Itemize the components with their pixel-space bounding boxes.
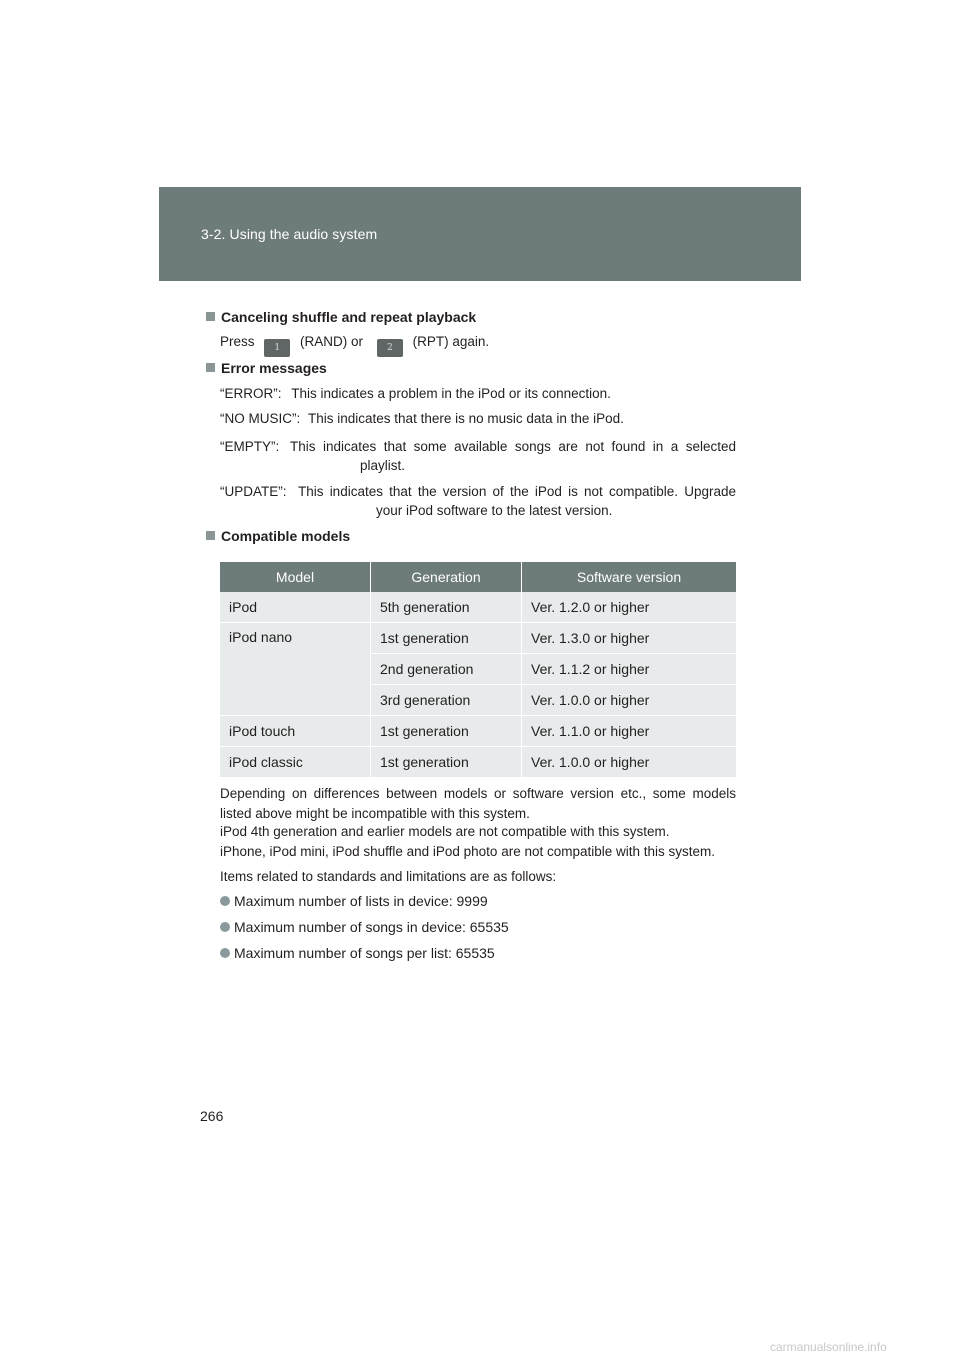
version-cell: Ver. 1.0.0 or higher: [522, 747, 737, 778]
square-bullet-icon: [206, 363, 215, 372]
bullet-dot-icon: [220, 948, 230, 958]
model-cell: iPod nano: [220, 623, 371, 716]
rpt-button-icon: 2: [377, 339, 403, 357]
version-cell: Ver. 1.0.0 or higher: [522, 685, 737, 716]
bullet-dot-icon: [220, 896, 230, 906]
version-cell: Ver. 1.1.2 or higher: [522, 654, 737, 685]
version-cell: Ver. 1.2.0 or higher: [522, 592, 737, 623]
table-row: [220, 716, 736, 747]
limit-item: Maximum number of songs in device: 65535: [220, 919, 509, 935]
generation-cell: 3rd generation: [371, 685, 522, 716]
generation-cell: 1st generation: [371, 747, 522, 778]
limit-item: Maximum number of songs per list: 65535: [220, 945, 495, 961]
model-cell: iPod: [220, 592, 371, 623]
page-number: 266: [200, 1108, 224, 1124]
compat-note-paragraph: Depending on differences between models or software version etc., some models listed above might be incompatible with this system.: [220, 786, 736, 821]
section-header-bar: [159, 187, 801, 281]
table-header-row: [220, 562, 736, 592]
section-title: 3-2. Using the audio system: [201, 226, 378, 242]
generation-cell: 5th generation: [371, 592, 522, 623]
generation-cell: 1st generation: [371, 623, 522, 654]
error-item: “EMPTY”: This indicates that some available songs are not found in a selected playlist.: [220, 439, 736, 473]
column-header-version: Software version: [522, 562, 737, 592]
column-header-generation: Generation: [371, 562, 522, 592]
error-item: “UPDATE”: This indicates that the version of the iPod is not compatible. Upgrade your iPod software to the latest version.: [220, 484, 736, 518]
models-heading: Compatible models: [206, 528, 350, 544]
column-header-model: Model: [220, 562, 371, 592]
square-bullet-icon: [206, 312, 215, 321]
square-bullet-icon: [206, 531, 215, 540]
limit-item: Maximum number of lists in device: 9999: [220, 893, 488, 909]
generation-cell: 1st generation: [371, 716, 522, 747]
error-item: “NO MUSIC”: This indicates that there is no music data in the iPod.: [220, 411, 624, 426]
errors-heading: Error messages: [206, 360, 327, 376]
compat-note-paragraph: iPod 4th generation and earlier models are not compatible with this system.: [220, 824, 670, 839]
compatible-models-table: [220, 562, 736, 778]
limits-intro: Items related to standards and limitations are as follows:: [220, 869, 557, 884]
version-cell: Ver. 1.3.0 or higher: [522, 623, 737, 654]
model-cell: iPod classic: [220, 747, 371, 778]
rand-button-icon: 1: [264, 339, 290, 357]
cancel-heading: Canceling shuffle and repeat playback: [206, 309, 476, 325]
cancel-instruction: Press 1 (RAND) or 2 (RPT) again.: [220, 334, 489, 357]
generation-cell: 2nd generation: [371, 654, 522, 685]
bullet-dot-icon: [220, 922, 230, 932]
version-cell: Ver. 1.1.0 or higher: [522, 716, 737, 747]
watermark: carmanualsonline.info: [770, 1340, 887, 1354]
table-row: [220, 747, 736, 778]
model-cell: iPod touch: [220, 716, 371, 747]
table-row: [220, 592, 736, 623]
error-item: “ERROR”: This indicates a problem in the iPod or its connection.: [220, 386, 611, 401]
compat-note-paragraph: iPhone, iPod mini, iPod shuffle and iPod photo are not compatible with this system.: [220, 844, 716, 859]
table-row: [220, 623, 736, 654]
